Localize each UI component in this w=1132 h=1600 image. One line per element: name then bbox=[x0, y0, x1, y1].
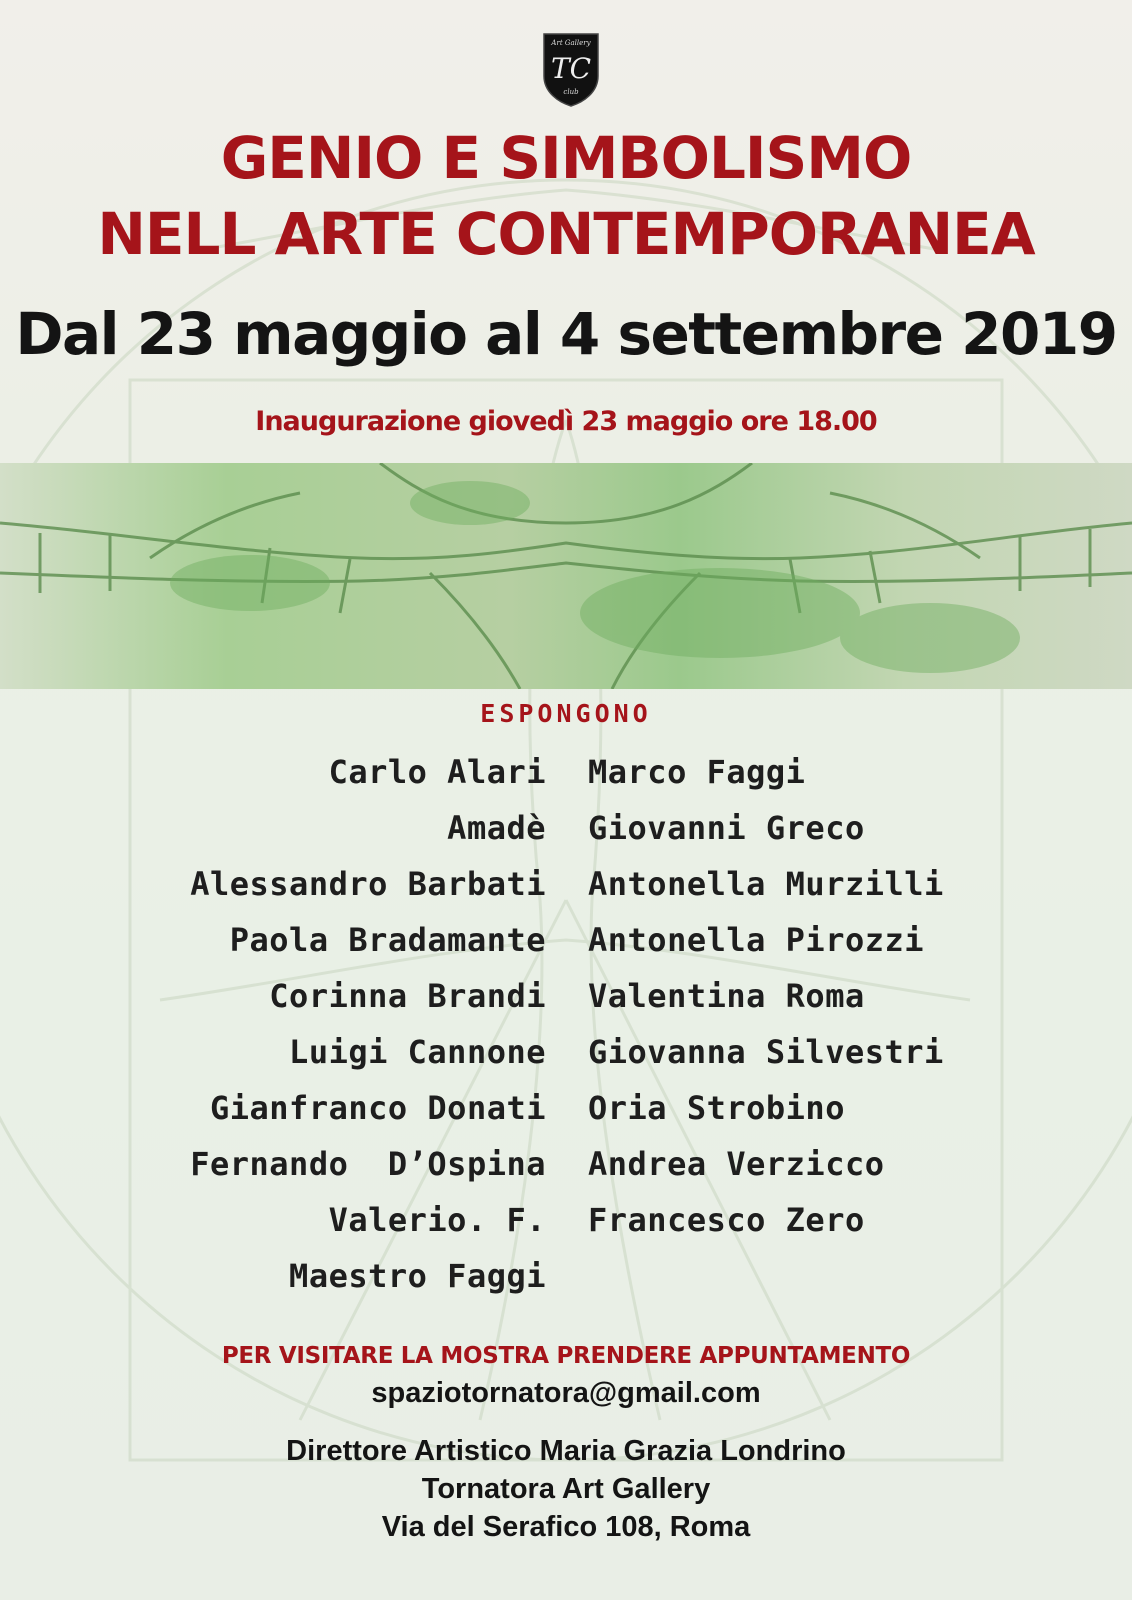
exhibitors-heading: ESPONGONO bbox=[480, 699, 652, 728]
exhibition-title-line-1: GENIO E SIMBOLISMO bbox=[220, 124, 912, 192]
artist-name: Corinna Brandi bbox=[269, 977, 546, 1015]
artist-name: Giovanni Greco bbox=[588, 809, 865, 847]
artist-name: Giovanna Silvestri bbox=[588, 1033, 944, 1071]
artist-name: Valerio. F. bbox=[328, 1201, 546, 1239]
gallery-name: Tornatora Art Gallery bbox=[421, 1473, 711, 1505]
logo-bottom-text: club bbox=[563, 88, 579, 96]
gallery-address: Via del Serafico 108, Roma bbox=[381, 1511, 751, 1543]
artist-name: Luigi Cannone bbox=[289, 1033, 546, 1071]
artist-name: Valentina Roma bbox=[588, 977, 865, 1015]
artists-list-left bbox=[150, 744, 546, 1304]
vitruvian-arms-banner bbox=[0, 463, 1132, 689]
exhibition-title-line-2: NELL ARTE CONTEMPORANEA bbox=[97, 200, 1035, 268]
artists-list-right bbox=[588, 744, 988, 1248]
artist-name: Marco Faggi bbox=[588, 753, 806, 791]
logo-monogram: TC bbox=[550, 52, 592, 85]
logo-top-text: Art Gallery bbox=[551, 39, 591, 47]
exhibition-dates: Dal 23 maggio al 4 settembre 2019 bbox=[15, 300, 1117, 368]
artistic-director: Direttore Artistico Maria Grazia Londrino bbox=[286, 1435, 846, 1467]
artist-name: Antonella Murzilli bbox=[588, 865, 944, 903]
artist-name: Fernando D’Ospina bbox=[190, 1145, 546, 1183]
artist-name: Antonella Pirozzi bbox=[588, 921, 925, 959]
artist-name: Maestro Faggi bbox=[289, 1257, 546, 1295]
shield-monogram-icon bbox=[540, 30, 602, 108]
opening-info: Inaugurazione giovedì 23 maggio ore 18.00 bbox=[255, 406, 877, 437]
artist-name: Alessandro Barbati bbox=[190, 865, 546, 903]
gallery-logo bbox=[540, 30, 602, 108]
artist-name: Oria Strobino bbox=[588, 1089, 845, 1127]
artist-name: Gianfranco Donati bbox=[209, 1089, 546, 1127]
artist-name: Carlo Alari bbox=[328, 753, 546, 791]
contact-email: spaziotornatora@gmail.com bbox=[371, 1377, 761, 1409]
artist-name: Andrea Verzicco bbox=[588, 1145, 885, 1183]
artist-name: Francesco Zero bbox=[588, 1201, 865, 1239]
vitruvian-arms-drawing bbox=[0, 463, 1132, 689]
artist-name: Paola Bradamante bbox=[229, 921, 546, 959]
artist-name: Amadè bbox=[447, 809, 546, 847]
appointment-note: PER VISITARE LA MOSTRA PRENDERE APPUNTAMENTO bbox=[221, 1343, 911, 1369]
